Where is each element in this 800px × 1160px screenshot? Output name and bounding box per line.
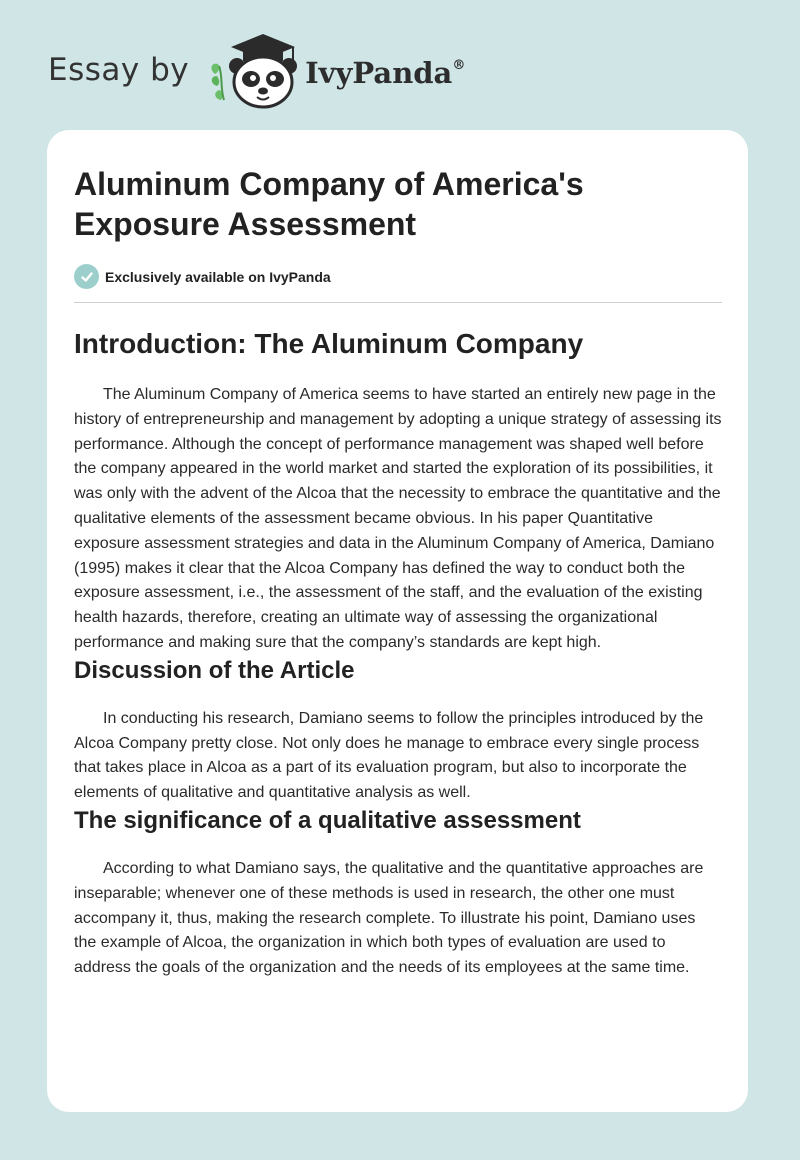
section-heading-discussion: Discussion of the Article (74, 656, 355, 684)
brand-name[interactable] (305, 56, 465, 90)
section-paragraph-significance: According to what Damiano says, the qualitative and the quantitative approaches are inseparable; whenever one of these methods is used in research, the other one must accompany it, thus, making the research complete. To illustrate his point, Damiano uses the example of Alcoa, the organization in which both types of evaluation are used to address the goals of the organization and the needs of its employees at the same time. (74, 859, 704, 977)
registered-mark: ® (452, 58, 466, 73)
essay-title: Aluminum Company of America's Exposure Assessment (74, 166, 584, 242)
site-header (48, 30, 465, 110)
check-icon (74, 264, 99, 289)
divider (74, 302, 722, 303)
essay-by-label: Essay by (48, 52, 190, 88)
exclusive-badge (74, 264, 722, 289)
ivypanda-logo-icon[interactable] (207, 30, 299, 110)
section-heading-introduction: Introduction: The Aluminum Company (74, 328, 584, 359)
section-heading-significance: The significance of a qualitative assessment (74, 806, 581, 834)
section-paragraph-introduction: The Aluminum Company of America seems to have started an entirely new page in the history of entrepreneurship and management by adopting a unique strategy of assessing its performance. Although the concept of performance management was shaped well before the company appeared in the world market and started the exploration of its possibilities, it was only with the advent of the Alcoa that the necessity to embrace the quantitative and the qualitative elements of the assessment became obvious. In his paper Quantitative exposure assessment strategies and data in the Aluminum Company of America, Damiano (1995) makes it clear that the Alcoa Company has defined the way to conduct both the exposure assessment, i.e., the assessment of the staff, and the evaluation of the existing health hazards, therefore, creating an ultimate way of assessing the organizational performance and making sure that the company’s standards are kept high. (74, 386, 722, 651)
essay-card (47, 130, 748, 1112)
section-paragraph-discussion: In conducting his research, Damiano seems to follow the principles introduced by the Alcoa Company pretty close. Not only does he manage to embrace every single process that takes place in Alcoa as a part of its evaluation program, but also to incorporate the elements of qualitative and quantitative analysis as well. (74, 709, 704, 802)
exclusive-badge-text: Exclusively available on IvyPanda (105, 268, 331, 285)
brand-text: IvyPanda (305, 56, 453, 90)
